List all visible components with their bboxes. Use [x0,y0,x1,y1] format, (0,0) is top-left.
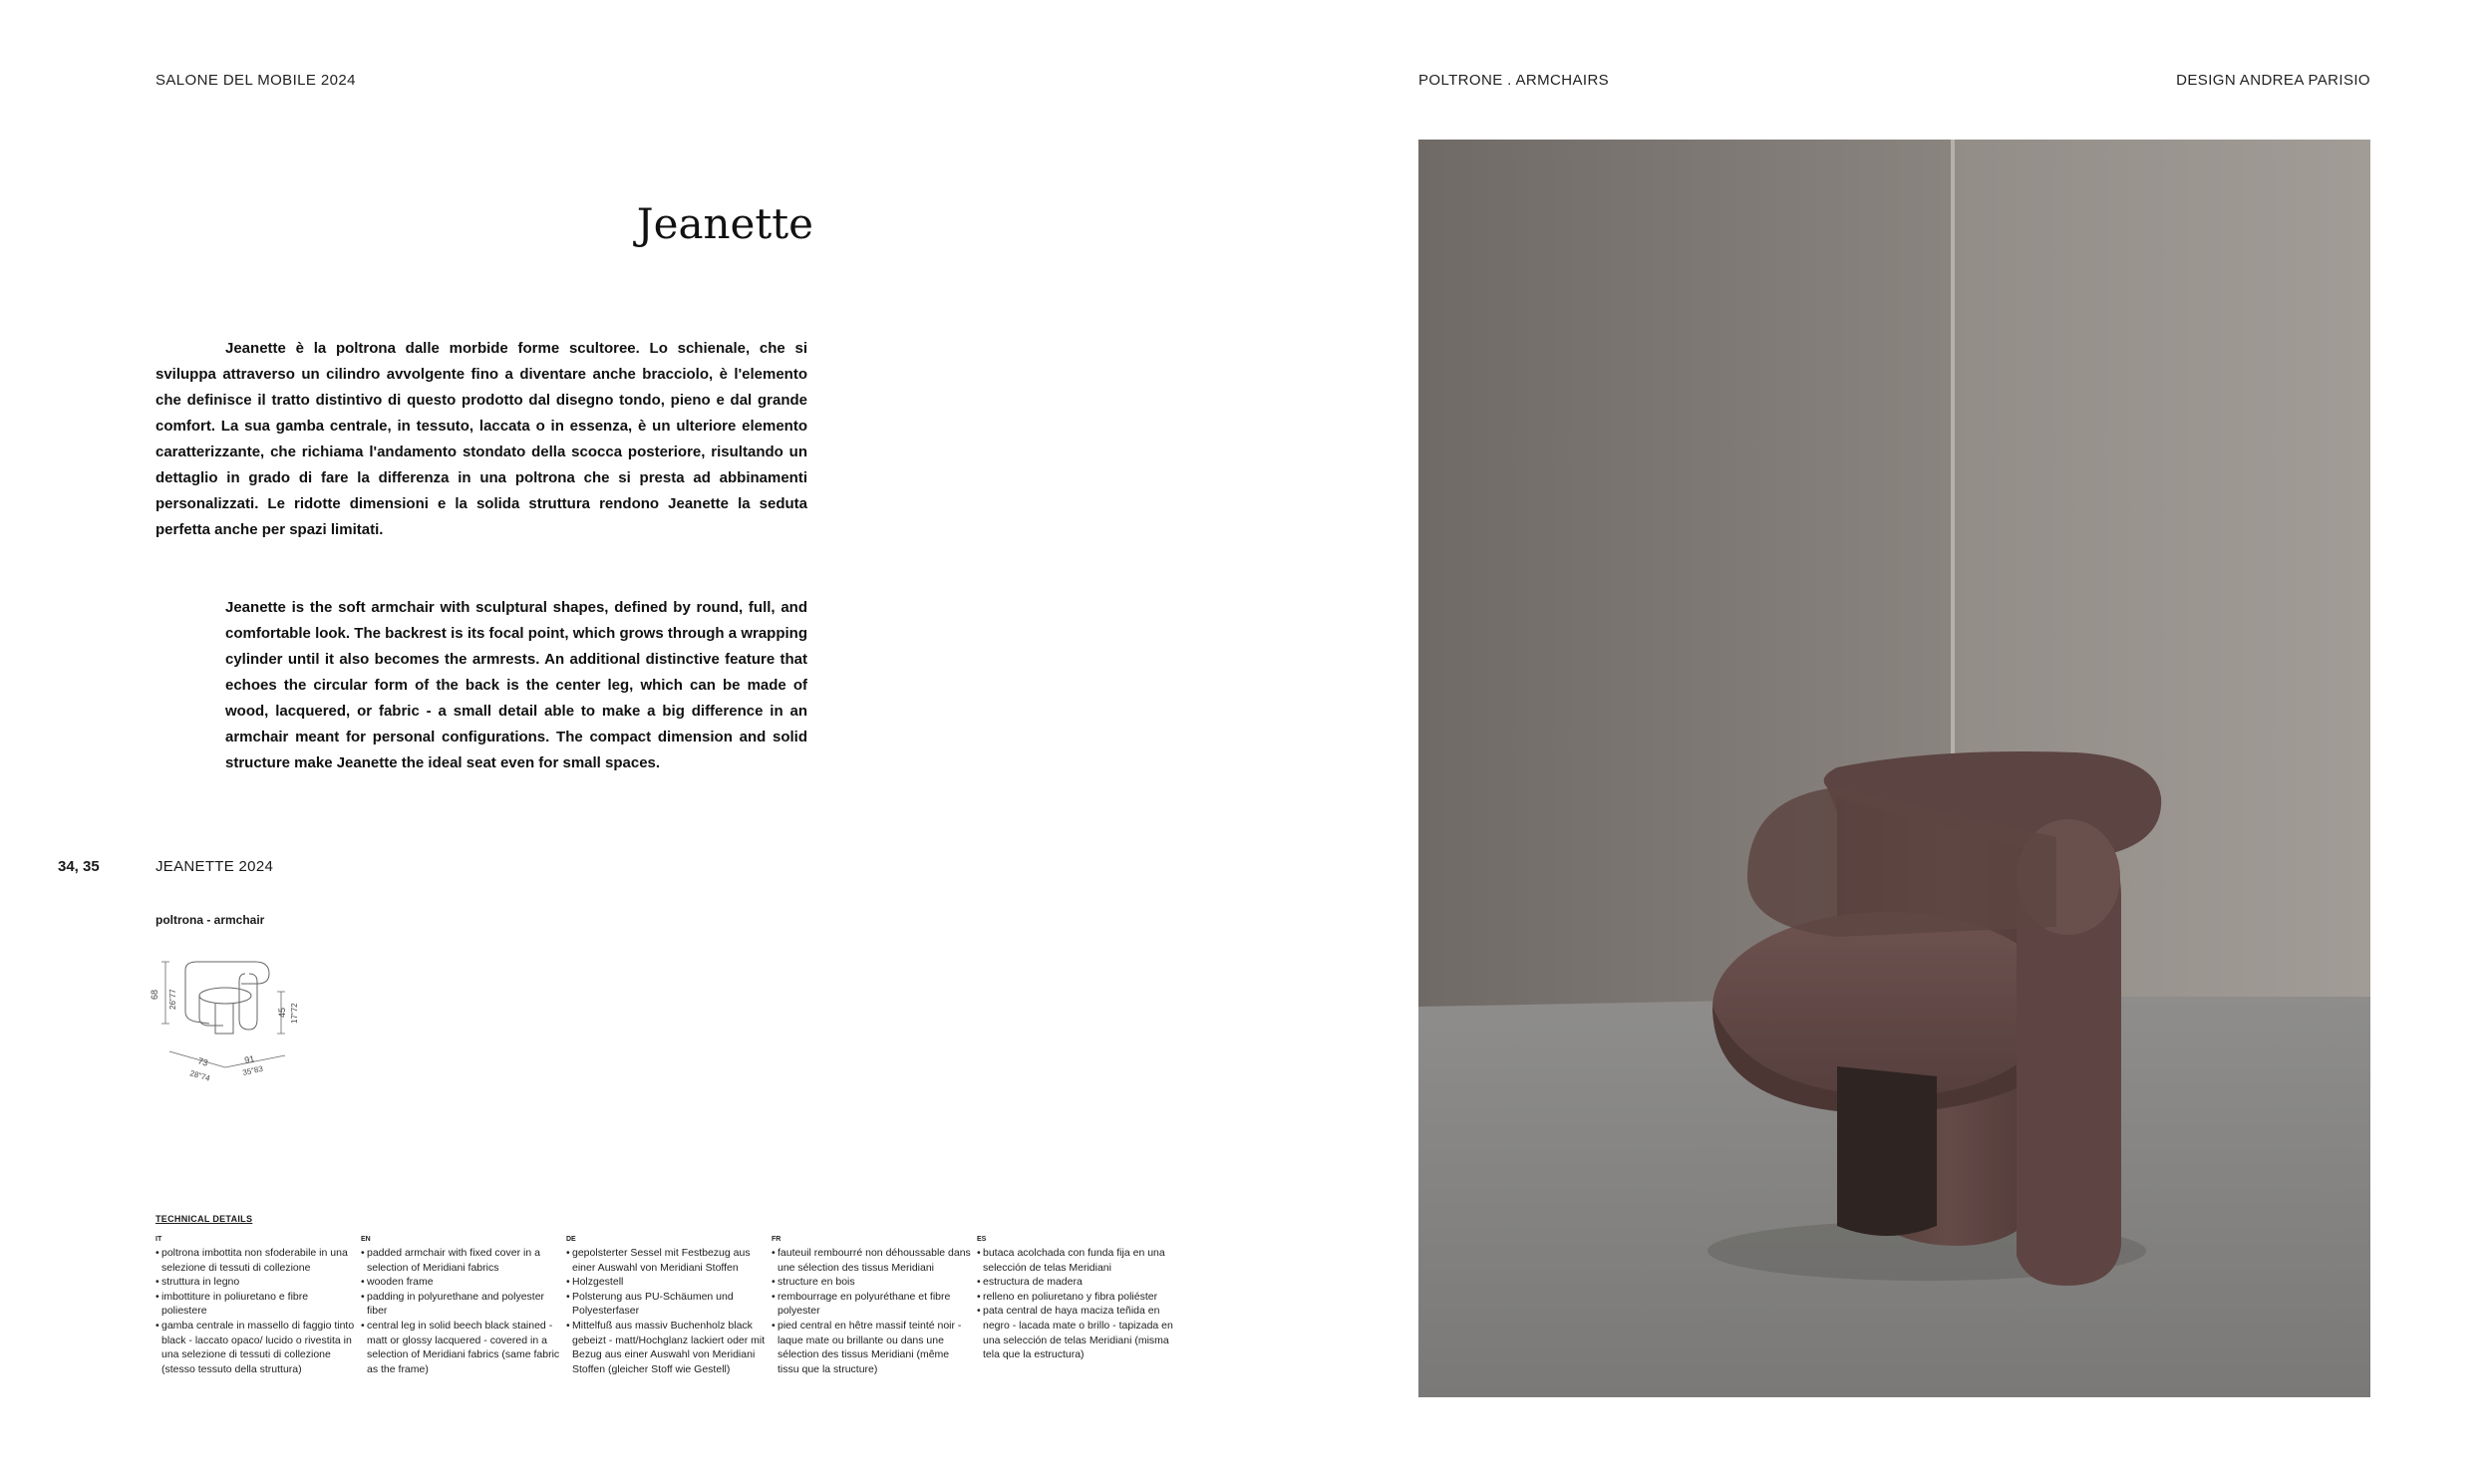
dim-depth-in: 28"74 [188,1068,211,1083]
armchair-product-photo [1418,140,2370,1397]
tech-lang-label: FR [772,1236,781,1243]
header-category-label: POLTRONE . ARMCHAIRS [1418,72,1610,89]
product-name-year: JEANETTE 2024 [156,858,274,875]
dim-width-in: 35"83 [241,1063,264,1077]
tech-column-de [566,1234,766,1376]
dim-seat-in: 17"72 [290,1003,299,1024]
tech-item: • wooden frame [361,1275,560,1290]
tech-lang-label: ES [977,1236,987,1243]
page-numbers: 34, 35 [58,858,100,875]
dim-width-cm: 91 [243,1053,256,1065]
tech-item: • Polsterung aus PU-Schäumen und Polyesterfaser [566,1290,766,1319]
tech-item: • struttura in legno [156,1275,355,1290]
product-subtitle: poltrona - armchair [156,913,265,927]
tech-item: • imbottiture in poliuretano e fibre poliestere [156,1290,355,1319]
tech-item: • Mittelfuß aus massiv Buchenholz black gebeizt - matt/Hochglanz lackiert oder mit Bezug aus einer Auswahl von Meridiani Stoffen (gleicher Stoff wie Gestell) [566,1319,766,1376]
tech-item: • gamba centrale in massello di faggio tinto black - laccato opaco/ lucido o rivestita in una selezione di tessuti di collezione (stesso tessuto della struttura) [156,1319,355,1376]
header-left-label: SALONE DEL MOBILE 2024 [156,72,356,89]
tech-item: • structure en bois [772,1275,971,1290]
product-title: Jeanette [636,199,813,248]
tech-item: • fauteuil rembourré non déhoussable dans une sélection des tissus Meridiani [772,1246,971,1275]
tech-item: • pata central de haya maciza teñida en negro - lacada mate o brillo - tapizada en una selección de telas Meridiani (misma tela que la estructura) [977,1304,1176,1361]
dim-depth-cm: 73 [196,1055,209,1068]
tech-lang-label: IT [156,1236,162,1243]
tech-column-en [361,1234,560,1376]
technical-details-title: TECHNICAL DETAILS [156,1214,253,1224]
tech-item: • rembourrage en polyuréthane et fibre polyester [772,1290,971,1319]
tech-item: • butaca acolchada con funda fija en una selección de telas Meridiani [977,1246,1176,1275]
description-english: Jeanette is the soft armchair with sculptural shapes, defined by round, full, and comfortable look. The backrest is its focal point, which grows through a wrapping cylinder until it also becomes the armrests. An additional distinctive feature that echoes the circular form of the back is the center leg, which can be made of wood, lacquered, or fabric - a small detail able to make a big difference in an armchair meant for personal configurations. The compact dimension and solid structure make Jeanette the ideal seat even for small spaces. [225,599,807,771]
tech-column-es [977,1234,1176,1362]
header-designer-label: DESIGN ANDREA PARISIO [2176,72,2370,89]
dim-height-in: 26"77 [168,989,177,1010]
description-italian: Jeanette è la poltrona dalle morbide forme scultoree. Lo schienale, che si sviluppa attraverso un cilindro avvolgente fino a diventare anche bracciolo, è l'elemento che definisce il tratto distintivo di questo prodotto dal disegno tondo, pieno e dal grande comfort. La sua gamba centrale, in tessuto, laccata o in essenza, è un ulteriore elemento caratterizzante, che richiama l'andamento stondato della scocca posteriore, risultando un dettaglio in grado di fare la differenza in una poltrona che si presta ad abbinamenti personalizzati. Le ridotte dimensioni e la solida struttura rendono Jeanette la seduta perfetta anche per spazi limitati. [156,340,807,538]
dim-height-cm: 68 [150,989,159,1000]
tech-item: • estructura de madera [977,1275,1176,1290]
tech-item: • Holzgestell [566,1275,766,1290]
tech-item: • poltrona imbottita non sfoderabile in una selezione di tessuti di collezione [156,1246,355,1275]
tech-item: • relleno en poliuretano y fibra poliéster [977,1290,1176,1305]
tech-item: • pied central en hêtre massif teinté noir - laque mate ou brillante ou dans une sélection des tissus Meridiani (même tissu que la structure) [772,1319,971,1376]
tech-item: • padded armchair with fixed cover in a selection of Meridiani fabrics [361,1246,560,1275]
dim-seat-cm: 45 [277,1007,287,1018]
tech-lang-label: DE [566,1236,576,1243]
tech-column-it [156,1234,355,1376]
tech-lang-label: EN [361,1236,371,1243]
armchair-dimension-drawing [146,952,335,1091]
tech-column-fr [772,1234,971,1376]
tech-item: • padding in polyurethane and polyester fiber [361,1290,560,1319]
tech-item: • central leg in solid beech black stained - matt or glossy lacquered - covered in a selection of Meridiani fabrics (same fabric as the frame) [361,1319,560,1376]
tech-item: • gepolsterter Sessel mit Festbezug aus einer Auswahl von Meridiani Stoffen [566,1246,766,1275]
